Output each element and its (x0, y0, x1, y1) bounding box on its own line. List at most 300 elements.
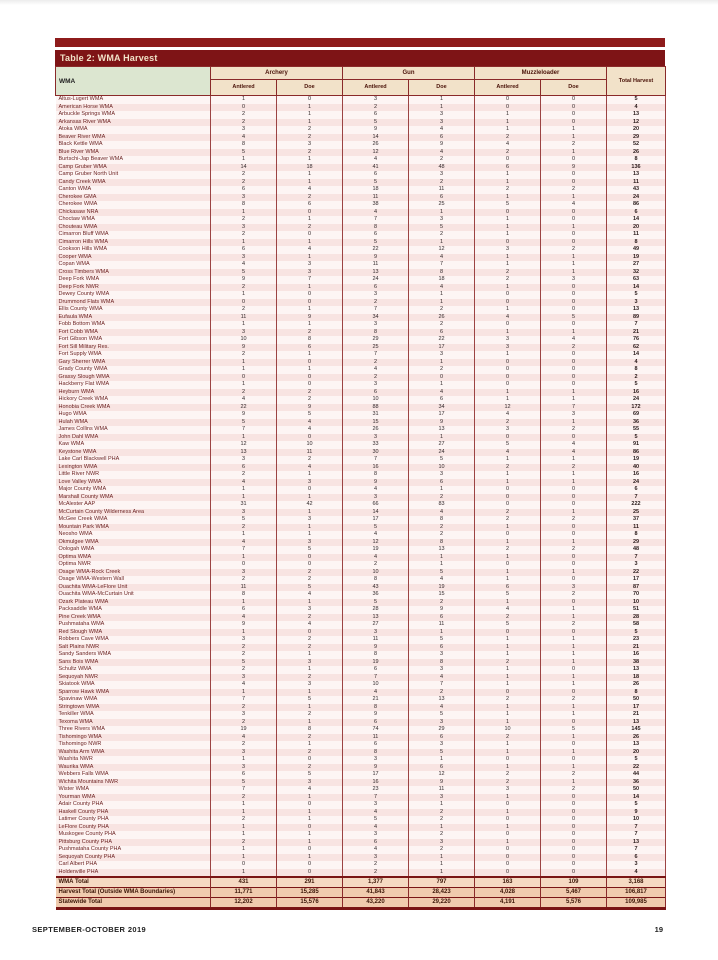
harvest-value-cell: 2 (409, 524, 475, 532)
table-row (56, 749, 666, 757)
harvest-value-cell: 11 (277, 449, 343, 457)
harvest-value-cell: 8 (211, 141, 277, 149)
summary-label: Harvest Total (Outside WMA Boundaries) (56, 888, 211, 898)
harvest-value-cell: 1 (541, 396, 607, 404)
harvest-value-cell: 2 (211, 351, 277, 359)
harvest-value-cell: 4 (343, 531, 409, 539)
harvest-value-cell: 6 (475, 164, 541, 172)
harvest-value-cell: 0 (211, 374, 277, 382)
harvest-value-cell: 2 (475, 734, 541, 742)
summary-label: WMA Total (56, 877, 211, 888)
harvest-value-cell: 1 (475, 224, 541, 232)
wma-name-cell: Muskogee County PHA (56, 831, 211, 839)
harvest-value-cell: 3 (277, 539, 343, 547)
wma-name-cell: McGee Creek WMA (56, 516, 211, 524)
wma-name-cell: Ouachita WMA-LeFlore Unit (56, 584, 211, 592)
harvest-value-cell: 6 (343, 719, 409, 727)
harvest-value-cell: 34 (409, 404, 475, 412)
harvest-value-cell: 3 (277, 479, 343, 487)
row-total-cell: 25 (607, 509, 666, 517)
harvest-value-cell: 7 (211, 786, 277, 794)
wma-name-cell: James Collins WMA (56, 426, 211, 434)
harvest-value-cell: 0 (475, 374, 541, 382)
harvest-value-cell: 4 (277, 426, 343, 434)
wma-name-cell: Osage WMA-Western Wall (56, 576, 211, 584)
harvest-value-cell: 43 (343, 584, 409, 592)
row-total-cell: 86 (607, 449, 666, 457)
harvest-value-cell: 1 (541, 614, 607, 622)
harvest-value-cell: 3 (409, 171, 475, 179)
harvest-value-cell: 7 (211, 546, 277, 554)
harvest-value-cell: 5 (343, 524, 409, 532)
table-row (56, 681, 666, 689)
harvest-value-cell: 0 (475, 381, 541, 389)
harvest-value-cell: 4 (211, 681, 277, 689)
wma-name-cell: Holdenville PHA (56, 869, 211, 878)
harvest-value-cell: 6 (343, 111, 409, 119)
harvest-value-cell: 8 (409, 269, 475, 277)
harvest-value-cell: 1 (475, 194, 541, 202)
harvest-value-cell: 1 (541, 134, 607, 142)
summary-value-cell: 41,843 (343, 888, 409, 898)
harvest-value-cell: 0 (541, 816, 607, 824)
harvest-value-cell: 7 (343, 674, 409, 682)
harvest-value-cell: 1 (475, 651, 541, 659)
harvest-value-cell: 1 (475, 764, 541, 772)
wma-name-cell: Black Kettle WMA (56, 141, 211, 149)
row-total-cell: 10 (607, 599, 666, 607)
harvest-value-cell: 2 (211, 179, 277, 187)
harvest-value-cell: 3 (409, 794, 475, 802)
harvest-value-cell: 0 (475, 321, 541, 329)
row-total-cell: 8 (607, 531, 666, 539)
row-total-cell: 5 (607, 801, 666, 809)
harvest-value-cell: 0 (541, 351, 607, 359)
harvest-value-cell: 12 (409, 771, 475, 779)
harvest-value-cell: 14 (343, 134, 409, 142)
harvest-value-cell: 1 (277, 831, 343, 839)
harvest-value-cell: 74 (343, 726, 409, 734)
wma-name-cell: Salt Plains NWR (56, 644, 211, 652)
harvest-value-cell: 0 (277, 756, 343, 764)
harvest-value-cell: 2 (541, 591, 607, 599)
harvest-value-cell: 26 (343, 141, 409, 149)
harvest-value-cell: 6 (409, 194, 475, 202)
summary-value-cell: 5,576 (541, 898, 607, 909)
harvest-value-cell: 1 (475, 389, 541, 397)
harvest-value-cell: 15 (409, 591, 475, 599)
harvest-value-cell: 0 (541, 846, 607, 854)
harvest-value-cell: 88 (343, 404, 409, 412)
harvest-value-cell: 7 (541, 404, 607, 412)
table-row (56, 854, 666, 862)
table-row (56, 261, 666, 269)
table-row (56, 794, 666, 802)
row-total-cell: 14 (607, 284, 666, 292)
harvest-value-cell: 0 (475, 561, 541, 569)
wma-name-cell: Webbers Falls WMA (56, 771, 211, 779)
wma-name-cell: Optima WMA (56, 554, 211, 562)
row-total-cell: 6 (607, 486, 666, 494)
row-total-cell: 17 (607, 576, 666, 584)
harvest-value-cell: 4 (343, 809, 409, 817)
harvest-value-cell: 2 (541, 771, 607, 779)
harvest-value-cell: 1 (277, 741, 343, 749)
harvest-value-cell: 9 (277, 314, 343, 322)
harvest-value-cell: 1 (475, 261, 541, 269)
harvest-value-cell: 3 (409, 119, 475, 127)
harvest-value-cell: 0 (541, 719, 607, 727)
harvest-value-cell: 8 (409, 516, 475, 524)
harvest-value-cell: 1 (475, 179, 541, 187)
harvest-value-cell: 2 (541, 426, 607, 434)
harvest-value-cell: 0 (277, 561, 343, 569)
harvest-value-cell: 1 (541, 539, 607, 547)
harvest-value-cell: 30 (343, 449, 409, 457)
wma-name-cell: Cherokee WMA (56, 201, 211, 209)
subheader-gun-antlered: Antlered (343, 80, 409, 96)
row-total-cell: 70 (607, 591, 666, 599)
table-row (56, 591, 666, 599)
harvest-value-cell: 0 (541, 809, 607, 817)
harvest-value-cell: 1 (211, 381, 277, 389)
harvest-value-cell: 0 (475, 816, 541, 824)
harvest-value-cell: 2 (409, 306, 475, 314)
harvest-value-cell: 1 (475, 636, 541, 644)
harvest-value-cell: 1 (409, 299, 475, 307)
harvest-value-cell: 0 (541, 756, 607, 764)
harvest-value-cell: 1 (277, 524, 343, 532)
wma-name-cell: Stringtown WMA (56, 704, 211, 712)
harvest-value-cell: 0 (541, 179, 607, 187)
harvest-value-cell: 6 (409, 396, 475, 404)
harvest-value-cell: 0 (277, 846, 343, 854)
harvest-value-cell: 8 (211, 201, 277, 209)
wma-name-cell: Cherokee GMA (56, 194, 211, 202)
table-row (56, 419, 666, 427)
harvest-value-cell: 0 (475, 801, 541, 809)
harvest-value-cell: 1 (211, 869, 277, 878)
wma-name-cell: Candy Creek WMA (56, 179, 211, 187)
column-header-total-harvest: Total Harvest (607, 67, 666, 96)
harvest-value-cell: 4 (475, 606, 541, 614)
harvest-value-cell: 1 (475, 554, 541, 562)
harvest-value-cell: 1 (475, 231, 541, 239)
table-row (56, 666, 666, 674)
row-total-cell: 16 (607, 389, 666, 397)
harvest-value-cell: 3 (409, 216, 475, 224)
harvest-value-cell: 10 (343, 681, 409, 689)
table-row (56, 351, 666, 359)
harvest-value-cell: 1 (277, 321, 343, 329)
harvest-value-cell: 1 (541, 659, 607, 667)
wma-name-cell: Major County WMA (56, 486, 211, 494)
wma-name-cell: Cimarron Bluff WMA (56, 231, 211, 239)
harvest-value-cell: 2 (541, 246, 607, 254)
row-total-cell: 26 (607, 734, 666, 742)
harvest-value-cell: 1 (475, 471, 541, 479)
table-row (56, 284, 666, 292)
harvest-value-cell: 17 (409, 344, 475, 352)
harvest-value-cell: 2 (277, 194, 343, 202)
table-row (56, 179, 666, 187)
harvest-value-cell: 4 (541, 441, 607, 449)
harvest-value-cell: 9 (541, 164, 607, 172)
harvest-value-cell: 13 (409, 546, 475, 554)
wma-name-cell: Arkansas River WMA (56, 119, 211, 127)
harvest-value-cell: 8 (343, 576, 409, 584)
harvest-value-cell: 9 (211, 344, 277, 352)
table-row (56, 809, 666, 817)
table-row (56, 224, 666, 232)
harvest-value-cell: 1 (409, 869, 475, 878)
row-total-cell: 6 (607, 209, 666, 217)
harvest-value-cell: 3 (211, 674, 277, 682)
harvest-value-cell: 6 (409, 329, 475, 337)
harvest-value-cell: 6 (409, 644, 475, 652)
harvest-value-cell: 4 (475, 314, 541, 322)
harvest-value-cell: 1 (475, 479, 541, 487)
harvest-value-cell: 31 (211, 501, 277, 509)
wma-name-cell: Lexington WMA (56, 464, 211, 472)
harvest-value-cell: 2 (343, 104, 409, 112)
harvest-value-cell: 1 (409, 561, 475, 569)
harvest-value-cell: 2 (211, 666, 277, 674)
issue-date: SEPTEMBER-OCTOBER 2019 (32, 924, 147, 934)
harvest-value-cell: 0 (277, 801, 343, 809)
table-row (56, 149, 666, 157)
row-total-cell: 13 (607, 111, 666, 119)
wma-name-cell: LeFlore County PHA (56, 824, 211, 832)
harvest-value-cell: 3 (409, 471, 475, 479)
table-row (56, 501, 666, 509)
row-total-cell: 36 (607, 779, 666, 787)
harvest-value-cell: 2 (211, 171, 277, 179)
harvest-value-cell: 1 (277, 306, 343, 314)
table-row (56, 299, 666, 307)
table-row (56, 344, 666, 352)
table-row (56, 336, 666, 344)
harvest-value-cell: 0 (541, 666, 607, 674)
harvest-value-cell: 0 (541, 306, 607, 314)
row-total-cell: 5 (607, 291, 666, 299)
wma-name-cell: Pittsburg County PHA (56, 839, 211, 847)
wma-name-cell: Carl Albert PHA (56, 861, 211, 869)
harvest-value-cell: 1 (541, 149, 607, 157)
harvest-value-cell: 1 (409, 854, 475, 862)
harvest-value-cell: 2 (277, 749, 343, 757)
harvest-value-cell: 0 (541, 239, 607, 247)
harvest-value-cell: 2 (211, 816, 277, 824)
harvest-value-cell: 4 (475, 411, 541, 419)
harvest-value-cell: 21 (343, 696, 409, 704)
harvest-value-cell: 11 (409, 621, 475, 629)
summary-value-cell: 797 (409, 877, 475, 888)
harvest-value-cell: 2 (277, 224, 343, 232)
wma-name-cell: Latimer County PHA (56, 816, 211, 824)
harvest-value-cell: 3 (541, 276, 607, 284)
table-row (56, 359, 666, 367)
harvest-value-cell: 2 (277, 576, 343, 584)
table-row (56, 321, 666, 329)
harvest-value-cell: 0 (541, 171, 607, 179)
harvest-value-cell: 0 (475, 846, 541, 854)
harvest-value-cell: 7 (409, 681, 475, 689)
table-row (56, 711, 666, 719)
harvest-value-cell: 26 (409, 314, 475, 322)
wma-name-cell: Tishomingo WMA (56, 734, 211, 742)
harvest-value-cell: 2 (409, 831, 475, 839)
harvest-value-cell: 2 (277, 149, 343, 157)
subheader-gun-doe: Doe (409, 80, 475, 96)
harvest-value-cell: 1 (211, 366, 277, 374)
harvest-value-cell: 0 (475, 299, 541, 307)
harvest-value-cell: 0 (541, 561, 607, 569)
harvest-value-cell: 6 (409, 764, 475, 772)
harvest-value-cell: 1 (541, 419, 607, 427)
row-total-cell: 8 (607, 156, 666, 164)
table-title: Table 2: WMA Harvest (60, 53, 158, 63)
harvest-value-cell: 0 (541, 599, 607, 607)
harvest-value-cell: 2 (475, 269, 541, 277)
summary-value-cell: 109 (541, 877, 607, 888)
harvest-value-cell: 1 (475, 126, 541, 134)
wma-name-cell: Chickasaw NRA (56, 209, 211, 217)
harvest-value-cell: 28 (343, 606, 409, 614)
table-row (56, 831, 666, 839)
harvest-value-cell: 5 (475, 441, 541, 449)
harvest-value-cell: 6 (211, 606, 277, 614)
outside-wma-total-row (56, 888, 666, 898)
row-total-cell: 136 (607, 164, 666, 172)
harvest-value-cell: 1 (211, 486, 277, 494)
harvest-value-cell: 22 (409, 336, 475, 344)
harvest-value-cell: 1 (475, 741, 541, 749)
row-total-cell: 20 (607, 224, 666, 232)
harvest-value-cell: 1 (409, 96, 475, 104)
harvest-value-cell: 19 (211, 726, 277, 734)
row-total-cell: 14 (607, 216, 666, 224)
harvest-value-cell: 0 (475, 831, 541, 839)
harvest-value-cell: 1 (277, 531, 343, 539)
harvest-value-cell: 1 (475, 456, 541, 464)
table-row (56, 111, 666, 119)
harvest-value-cell: 3 (211, 456, 277, 464)
row-total-cell: 29 (607, 539, 666, 547)
summary-value-cell: 15,576 (277, 898, 343, 909)
harvest-value-cell: 0 (541, 209, 607, 217)
harvest-value-cell: 2 (409, 689, 475, 697)
harvest-value-cell: 1 (211, 291, 277, 299)
harvest-value-cell: 0 (475, 531, 541, 539)
harvest-value-cell: 3 (211, 329, 277, 337)
harvest-value-cell: 13 (343, 269, 409, 277)
harvest-value-cell: 13 (211, 449, 277, 457)
harvest-value-cell: 6 (277, 201, 343, 209)
table-row (56, 651, 666, 659)
harvest-value-cell: 2 (409, 809, 475, 817)
harvest-value-cell: 1 (475, 599, 541, 607)
harvest-value-cell: 12 (409, 246, 475, 254)
scan-edge-shading (0, 0, 718, 5)
table-row (56, 246, 666, 254)
harvest-value-cell: 11 (343, 261, 409, 269)
statewide-total-row (56, 898, 666, 909)
harvest-value-cell: 0 (475, 359, 541, 367)
harvest-value-cell: 1 (211, 599, 277, 607)
summary-total-cell: 106,817 (607, 888, 666, 898)
harvest-value-cell: 0 (277, 231, 343, 239)
harvest-value-cell: 4 (211, 261, 277, 269)
harvest-value-cell: 1 (541, 224, 607, 232)
harvest-value-cell: 1 (211, 824, 277, 832)
harvest-value-cell: 4 (409, 389, 475, 397)
harvest-value-cell: 3 (409, 839, 475, 847)
harvest-value-cell: 4 (277, 419, 343, 427)
harvest-value-cell: 5 (211, 149, 277, 157)
harvest-value-cell: 0 (541, 284, 607, 292)
harvest-value-cell: 2 (343, 374, 409, 382)
harvest-value-cell: 1 (277, 119, 343, 127)
table-row (56, 531, 666, 539)
harvest-value-cell: 1 (211, 554, 277, 562)
wma-name-cell: Tishomingo NWR (56, 741, 211, 749)
row-total-cell: 22 (607, 569, 666, 577)
harvest-value-cell: 0 (475, 366, 541, 374)
table-row (56, 269, 666, 277)
wma-name-cell: Sequoyah County PHA (56, 854, 211, 862)
harvest-value-cell: 2 (211, 471, 277, 479)
harvest-value-cell: 0 (475, 854, 541, 862)
table-row (56, 329, 666, 337)
harvest-value-cell: 1 (541, 779, 607, 787)
harvest-value-cell: 17 (343, 516, 409, 524)
harvest-value-cell: 1 (541, 389, 607, 397)
summary-value-cell: 163 (475, 877, 541, 888)
harvest-value-cell: 6 (343, 171, 409, 179)
harvest-value-cell: 1 (211, 801, 277, 809)
harvest-value-cell: 26 (343, 426, 409, 434)
harvest-value-cell: 1 (409, 629, 475, 637)
table-row (56, 719, 666, 727)
harvest-value-cell: 9 (409, 779, 475, 787)
harvest-value-cell: 1 (277, 104, 343, 112)
row-total-cell: 21 (607, 644, 666, 652)
row-total-cell: 24 (607, 479, 666, 487)
table-row (56, 606, 666, 614)
table-row (56, 434, 666, 442)
wma-name-cell: Fobb Bottom WMA (56, 321, 211, 329)
harvest-value-cell: 25 (409, 201, 475, 209)
harvest-value-cell: 1 (409, 801, 475, 809)
harvest-value-cell: 3 (211, 509, 277, 517)
summary-total-cell: 109,985 (607, 898, 666, 909)
row-total-cell: 16 (607, 471, 666, 479)
harvest-value-cell: 1 (541, 711, 607, 719)
harvest-value-cell: 1 (475, 704, 541, 712)
harvest-value-cell: 1 (277, 254, 343, 262)
harvest-value-cell: 0 (277, 299, 343, 307)
harvest-value-cell: 1 (541, 749, 607, 757)
harvest-value-cell: 2 (277, 329, 343, 337)
row-total-cell: 26 (607, 149, 666, 157)
harvest-value-cell: 8 (211, 591, 277, 599)
harvest-value-cell: 5 (475, 591, 541, 599)
harvest-value-cell: 3 (541, 411, 607, 419)
row-total-cell: 9 (607, 809, 666, 817)
wma-name-cell: Robbers Cave WMA (56, 636, 211, 644)
harvest-value-cell: 4 (475, 449, 541, 457)
